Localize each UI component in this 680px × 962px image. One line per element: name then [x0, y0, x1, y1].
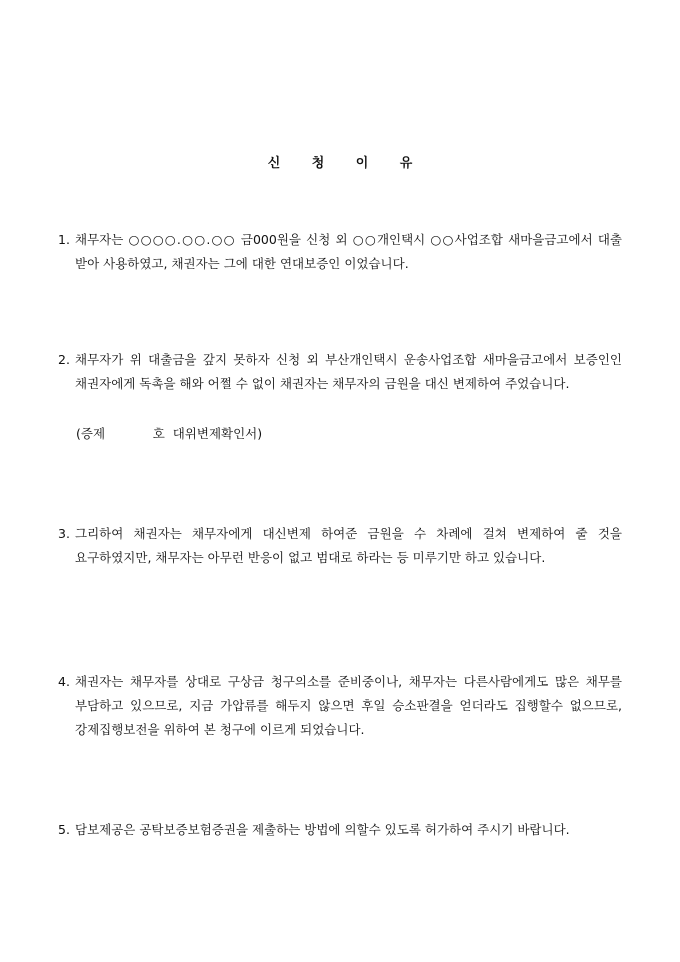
- title-char-2: 청: [311, 156, 325, 171]
- reason-item-4: [58, 670, 622, 742]
- item-text: 담보제공은 공탁보증보험증권을 제출하는 방법에 의할수 있도록 허가하여 주시기 바랍니다.: [75, 822, 570, 837]
- item-number: 3.: [58, 526, 70, 541]
- title-char-1: 신: [267, 156, 281, 171]
- item-text: 그리하여 채권자는 채무자에게 대신변제 하여준 금원을 수 차례에 걸쳐 변제하여 줄 것을 요구하였지만, 채무자는 아무런 반응이 없고 범대로 하라는 등 미루기만 하고 있습니다.: [75, 526, 622, 565]
- reason-item-1: [58, 228, 622, 276]
- item-text: 채무자가 위 대출금을 갚지 못하자 신청 외 부산개인택시 운송사업조합 새마을금고에서 보증인인 채권자에게 독촉을 해와 어쩔 수 없이 채권자는 채무자의 금원을 대신 변제하여 주었습니다.: [75, 352, 622, 391]
- item-number: 4.: [58, 674, 70, 689]
- document-title: [0, 152, 680, 171]
- item-text: 채권자는 채무자를 상대로 구상금 청구의소를 준비중이나, 채무자는 다른사람에게도 많은 채무를 부담하고 있으므로, 지금 가압류를 해두지 않으면 후일 승소판결을 얻더라도 집행할수 없으므로, 강제집행보전을 위하여 본 청구에 이르게 되었습니다.: [75, 674, 622, 737]
- item-number: 1.: [58, 232, 70, 247]
- item-number: 2.: [58, 352, 70, 367]
- evidence-note: (증제 호 대위변제확인서): [76, 426, 263, 441]
- item-number: 5.: [58, 822, 70, 837]
- item-text: 채무자는 ○○○○.○○.○○ 금000원을 신청 외 ○○개인택시 ○○사업조합 새마을금고에서 대출 받아 사용하였고, 채권자는 그에 대한 연대보증인 이었습니다.: [75, 232, 622, 271]
- reason-item-2: [58, 348, 622, 396]
- reason-item-5: [58, 818, 622, 842]
- reason-item-3: [58, 522, 622, 570]
- title-char-3: 이: [355, 156, 369, 171]
- title-char-4: 유: [399, 156, 413, 171]
